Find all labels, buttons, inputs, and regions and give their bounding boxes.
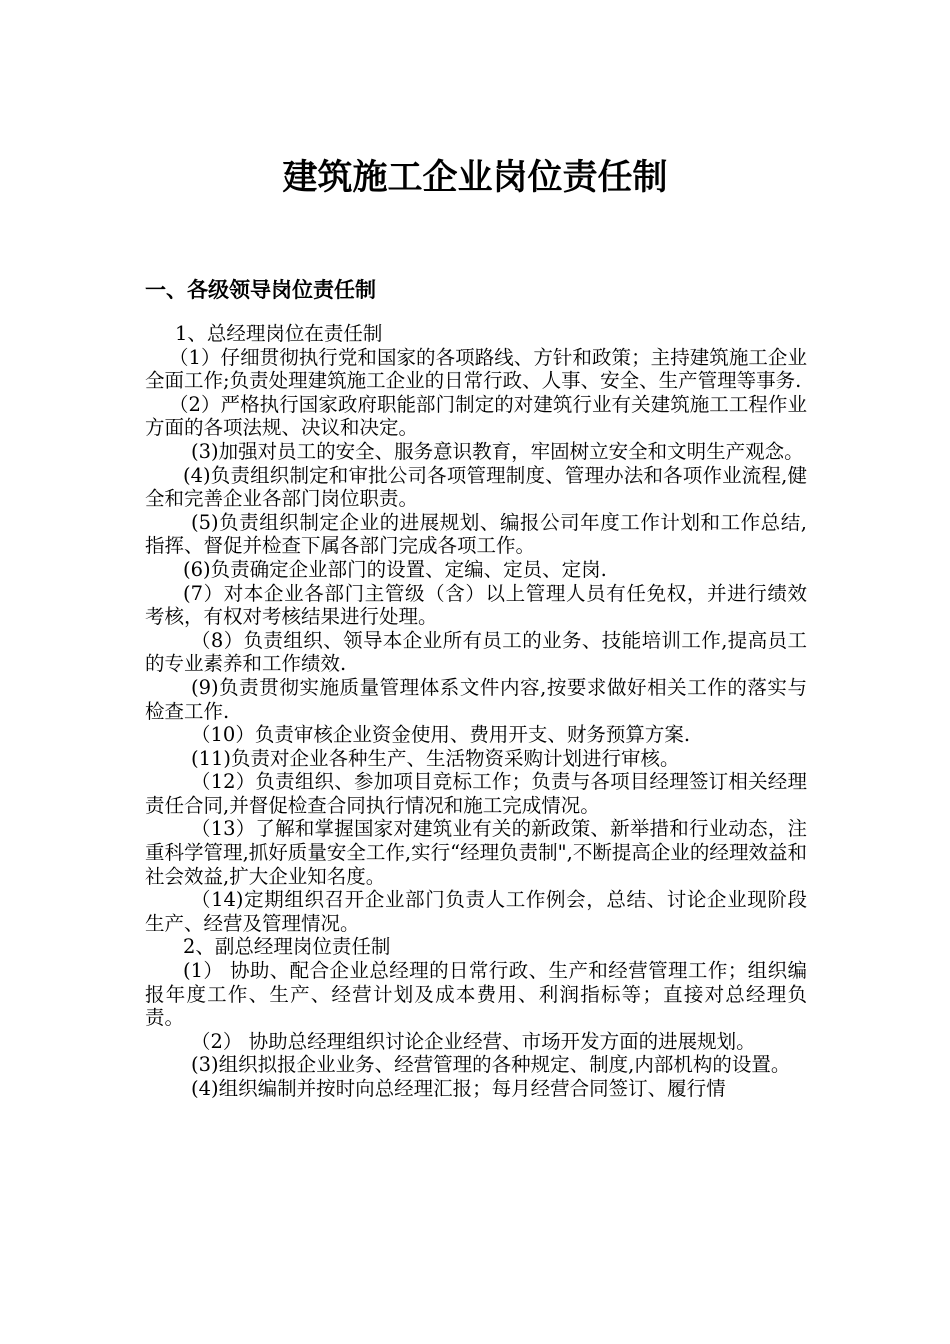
paragraph: （2） 协助总经理组织讨论企业经营、市场开发方面的进展规划。 (191, 1029, 756, 1053)
paragraph: (4)组织编制并按时向总经理汇报；每月经营合同签订、履行情 (191, 1077, 726, 1100)
subsection-heading: 2、副总经理岗位责任制 (183, 935, 391, 959)
document-title: 建筑施工企业岗位责任制 (282, 157, 668, 198)
paragraph: (11)负责对企业各种生产、生活物资采购计划进行审核。 (191, 746, 680, 770)
paragraph: （14)定期组织召开企业部门负责人工作例会，总结、讨论企业现阶段生产、经营及管理情况。 (145, 888, 807, 935)
paragraph: （13）了解和掌握国家对建筑业有关的新政策、新举措和行业动态，注重科学管理,抓好质量安全工作,实行“经理负责制",不断提高企业的经理效益和社会效益,扩大企业知名度。 (145, 817, 807, 888)
section-heading: 一、各级领导岗位责任制 (145, 277, 376, 302)
paragraph: （10）负责审核企业资金使用、费用开支、财务预算方案. (191, 723, 691, 747)
document-body (145, 322, 807, 1101)
paragraph: (7）对本企业各部门主管级（含）以上管理人员有任免权，并进行绩效考核，有权对考核结果进行处理。 (145, 581, 807, 629)
paragraph: （12）负责组织、参加项目竞标工作；负责与各项目经理签订相关经理责任合同,并督促检查合同执行情况和施工完成情况。 (145, 770, 807, 817)
paragraph: (4)负责组织制定和审批公司各项管理制度、管理办法和各项作业流程,健全和完善企业各部门岗位职责。 (145, 463, 807, 511)
paragraph: （8）负责组织、领导本企业所有员工的业务、技能培训工作,提高员工的专业素养和工作绩效. (145, 628, 807, 676)
paragraph: (9)负责贯彻实施质量管理体系文件内容,按要求做好相关工作的落实与检查工作. (145, 675, 807, 723)
paragraph: （1）仔细贯彻执行党和国家的各项路线、方针和政策；主持建筑施工企业全面工作;负责处理建筑施工企业的日常行政、人事、安全、生产管理等事务. (145, 345, 807, 393)
paragraph: (1） 协助、配合企业总经理的日常行政、生产和经营管理工作；组织编报年度工作、生产、经营计划及成本费用、利润指标等；直接对总经理负责。 (145, 959, 807, 1030)
paragraph: (3)加强对员工的安全、服务意识教育，牢固树立安全和文明生产观念。 (191, 439, 804, 463)
paragraph: (6)负责确定企业部门的设置、定编、定员、定岗. (183, 557, 607, 581)
paragraph: （2）严格执行国家政府职能部门制定的对建筑行业有关建筑施工工程作业方面的各项法规、决议和决定。 (145, 392, 807, 440)
paragraph: (5)负责组织制定企业的进展规划、编报公司年度工作计划和工作总结,指挥、督促并检查下属各部门完成各项工作。 (145, 510, 807, 558)
subsection-heading: 1、总经理岗位在责任制 (175, 322, 383, 345)
paragraph: (3)组织拟报企业业务、经营管理的各种规定、制度,内部机构的设置。 (191, 1053, 791, 1077)
